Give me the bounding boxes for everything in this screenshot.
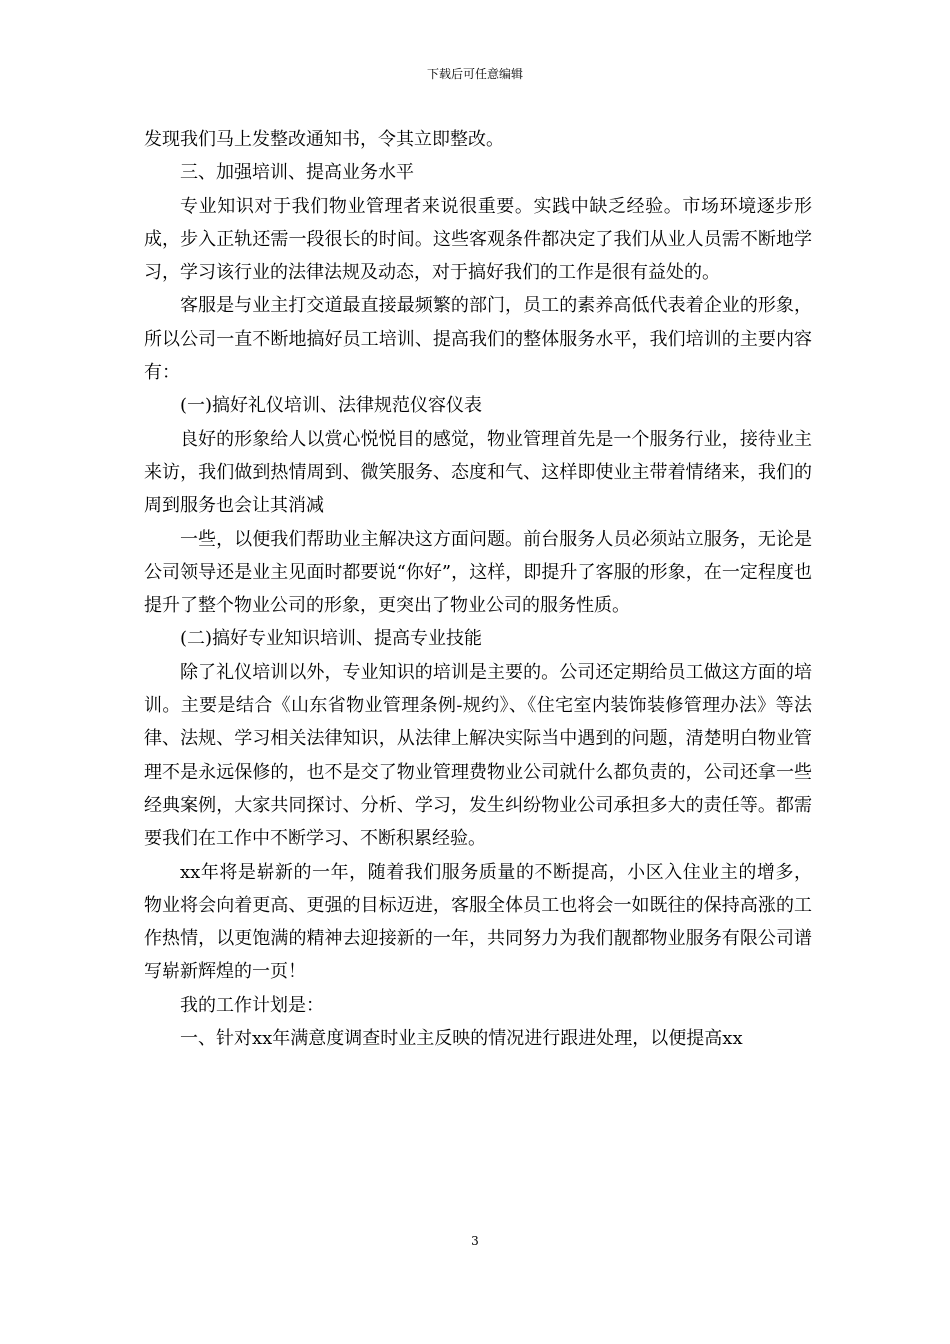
page-header: 下载后可任意编辑 [426,67,523,81]
subheading-etiquette-training: (一)搞好礼仪培训、法律规范仪容仪表 [180,395,483,417]
paragraph-customer-service: 客服是与业主打交道最直接最频繁的部门，员工的素养高低代表着企业的形象，所以公司一直不断地搞好员工培训、提高我们的整体服务水平，我们培训的主要内容有： [144,295,812,384]
paragraph-work-plan-item-1: 一、针对xx年满意度调查时业主反映的情况进行跟进处理，以便提高xx [180,1028,743,1050]
paragraph-continuation: 发现我们马上发整改通知书，令其立即整改。 [144,129,504,150]
subheading-professional-training: (二)搞好专业知识培训、提高专业技能 [180,628,483,650]
paragraph-legal-training: 除了礼仪培训以外，专业知识的培训是主要的。公司还定期给员工做这方面的培训。主要是结合《山东省物业管理条例-规约》、《住宅室内装饰装修管理办法》等法律、法规、学习相关法律知识，从法律上解决实际当中遇到的问题，清楚明白物业管理不是永远保修的，也不是交了物业管理费物业公司就什么都负责的，公司还拿一些经典案例，大家共同探讨、分析、学习，发生纠纷物业公司承担多大的责任等。都需要我们在工作中不断学习、不断积累经验。 [144,661,812,850]
paragraph-new-year: xx年将是崭新的一年，随着我们服务质量的不断提高，小区入住业主的增多，物业将会向着更高、更强的目标迈进，客服全体员工也将会一如既往的保持高涨的工作热情，以更饱满的精神去迎接新的一年，共同努力为我们靓都物业服务有限公司谱写崭新辉煌的一页！ [144,861,812,983]
page-number: 3 [471,1234,479,1248]
paragraph-good-image: 良好的形象给人以赏心悦悦目的感觉，物业管理首先是一个服务行业，接待业主来访，我们做到热情周到、微笑服务、态度和气、这样即使业主带着情绪来，我们的周到服务也会让其消减 [144,428,812,517]
section-heading-training: 三、加强培训、提高业务水平 [180,162,414,184]
paragraph-professional-knowledge: 专业知识对于我们物业管理者来说很重要。实践中缺乏经验。市场环境逐步形成，步入正轨还需一段很长的时间。这些客观条件都决定了我们从业人员需不断地学习，学习该行业的法律法规及动态，对于搞好我们的工作是很有益处的。 [144,195,812,284]
paragraph-work-plan-intro: 我的工作计划是： [180,994,324,1016]
document-body [144,123,812,1055]
paragraph-front-desk: 一些，以便我们帮助业主解决这方面问题。前台服务人员必须站立服务，无论是公司领导还是业主见面时都要说“你好”，这样，即提升了客服的形象，在一定程度也提升了整个物业公司的形象，更突出了物业公司的服务性质。 [144,528,812,617]
